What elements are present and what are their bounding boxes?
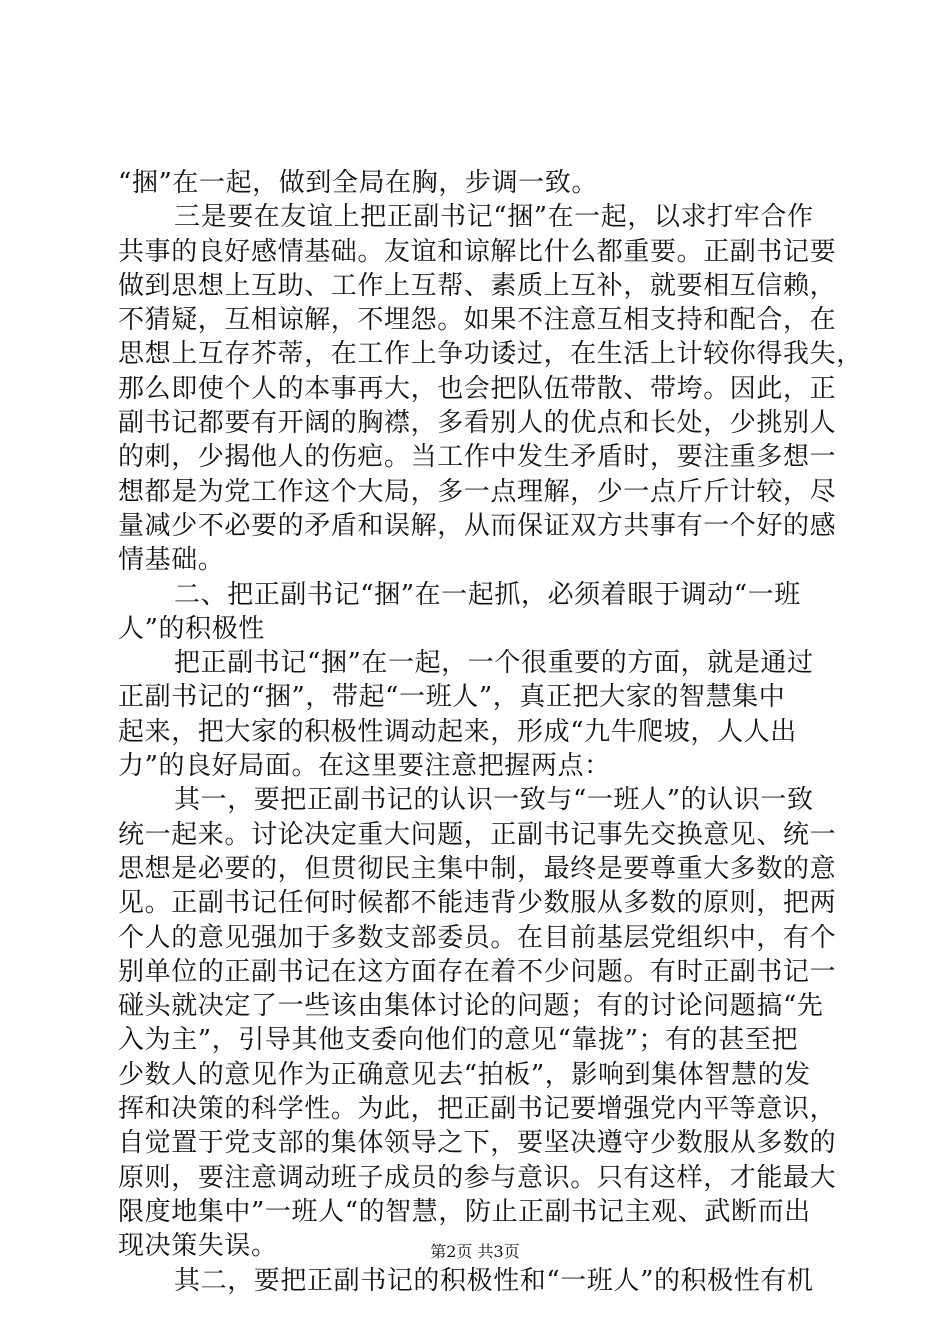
text-line: 的刺，少揭他人的伤疤。当工作中发生矛盾时，要注重多想一 [118,442,837,473]
text-line: 三是要在友谊上把正副书记“捆”在一起，以求打牢合作 [174,202,814,233]
text-line: 那么即使个人的本事再大，也会把队伍带散、带垮。因此，正 [118,373,837,404]
text-line: 把正副书记“捆”在一起，一个很重要的方面，就是通过 [174,648,814,679]
text-line: 现决策失误。 [118,1231,278,1262]
text-line: 别单位的正副书记在这方面存在着不少问题。有时正副书记一 [118,956,837,987]
text-line: 少数人的意见作为正确意见去“拍板”，影响到集体智慧的发 [118,1059,811,1090]
text-line: 正副书记的“捆”，带起“一班人”，真正把大家的智慧集中 [118,682,786,713]
text-line: 其一，要把正副书记的认识一致与“一班人”的认识一致 [174,785,814,816]
text-line: 力”的良好局面。在这里要注意把握两点： [118,751,611,782]
text-line: 量减少不必要的矛盾和误解，从而保证双方共事有一个好的感 [118,510,837,541]
text-line: 副书记都要有开阔的胸襟，多看别人的优点和长处，少挑别人 [118,408,837,439]
text-line: 见。正副书记任何时候都不能违背少数服从多数的原则，把两 [118,888,837,919]
text-line: 情基础。 [118,545,225,576]
page-footer [0,1242,950,1262]
text-line: 限度地集中”一班人“的智慧，防止正副书记主观、武断而出 [118,1196,811,1227]
page-number-label: 第2页 共3页 [430,1242,520,1261]
text-line: 个人的意见强加于多数支部委员。在目前基层党组织中，有个 [118,922,837,953]
text-line: 思想是必要的，但贯彻民主集中制，最终是要尊重大多数的意 [118,853,837,884]
text-line: “捆”在一起，做到全局在胸，步调一致。 [118,168,598,198]
text-line: 做到思想上互助、工作上互帮、素质上互补，就要相互信赖， [118,270,837,301]
text-line: 共事的良好感情基础。友谊和谅解比什么都重要。正副书记要 [118,236,837,267]
body-text [118,166,863,1298]
text-line: 其二，要把正副书记的积极性和“一班人”的积极性有机 [174,1265,814,1296]
text-line: 统一起来。讨论决定重大问题，正副书记事先交换意见、统一 [118,819,837,850]
text-line: 自觉置于党支部的集体领导之下，要坚决遵守少数服从多数的 [118,1128,837,1159]
text-line: 原则，要注意调动班子成员的参与意识。只有这样，才能最大 [118,1162,837,1193]
text-line: 挥和决策的科学性。为此，把正副书记要增强党内平等意识， [118,1094,837,1125]
section-heading: 人”的积极性 [118,613,265,644]
text-line: 起来，把大家的积极性调动起来，形成“九牛爬坡，人人出 [118,716,797,747]
text-line: 想都是为党工作这个大局，多一点理解，少一点斤斤计较，尽 [118,476,837,507]
text-line: 不猜疑，互相谅解，不埋怨。如果不注意互相支持和配合，在 [118,305,837,336]
text-line: 思想上互存芥蒂，在工作上争功诿过，在生活上计较你得我失， [118,339,863,370]
text-line: 碰头就决定了一些该由集体讨论的问题；有的讨论问题搞“先 [118,991,824,1022]
text-line: 入为主”，引导其他支委向他们的意见“靠拢”；有的甚至把 [118,1025,799,1056]
section-heading: 二、把正副书记“捆”在一起抓，必须着眼于调动“一班 [174,579,801,610]
